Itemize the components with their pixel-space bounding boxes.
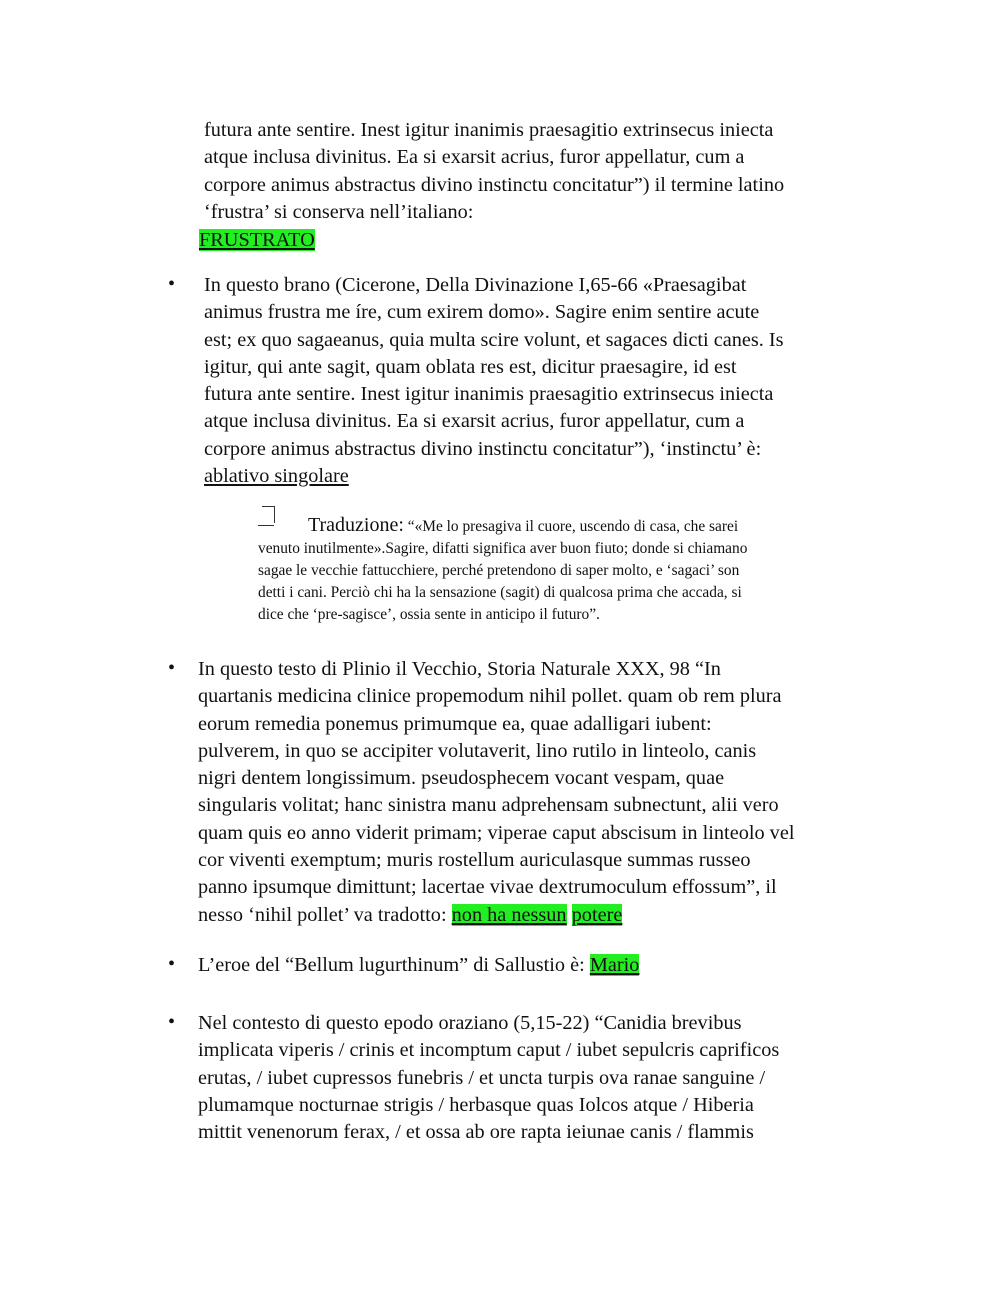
- answer-non-ha-nessun: non ha nessun: [451, 903, 567, 926]
- text-line: corpore animus abstractus divino instinctu concitatur”) il termine latino: [204, 173, 785, 196]
- bullet-icon: •: [168, 1011, 176, 1033]
- text-line: quam quis eo anno viderit primam; viperae caput abscisum in linteolo vel: [198, 821, 795, 844]
- text-line: erutas, / iubet cupressos funebris / et uncta turpis ova ranae sanguine /: [198, 1066, 766, 1089]
- text-line: singularis volitat; hanc sinistra manu adprehensam subnectunt, alii vero: [198, 794, 779, 817]
- answer-frustrato: FRUSTRATO: [199, 229, 315, 251]
- text-line: implicata viperis / crinis et incomptum caput / iubet sepulcris caprificos: [198, 1039, 780, 1062]
- item-plinio: [198, 656, 794, 929]
- answer-line: [199, 227, 315, 254]
- text-line: venuto inutilmente».Sagire, difatti significa aver buon fiuto; donde si chiamano: [258, 540, 748, 557]
- text-line: nesso ‘nihil pollet’ va tradotto:: [198, 903, 452, 926]
- text-line: sagae le vecchie fattucchiere, perché pretendono di saper molto, e ‘sagaci’ son: [258, 562, 740, 579]
- answer-mario: Mario: [589, 954, 640, 976]
- text-line: In questo testo di Plinio il Vecchio, Storia Naturale XXX, 98 “In: [198, 658, 721, 680]
- text-line: mittit venenorum ferax, / et ossa ab ore rapta ieiunae canis / flammis: [198, 1121, 754, 1144]
- text-line: “«Me lo presagiva il cuore, uscendo di casa, che sarei: [403, 518, 739, 535]
- item-sallustio: [198, 952, 639, 979]
- text-line: cor viventi exemptum; muris rostellum auriculasque summas russeo: [198, 849, 751, 872]
- text-line: pulverem, in quo se accipiter volutaverit, lino rutilo in linteolo, canis: [198, 739, 757, 762]
- text-line: In questo brano (Cicerone, Della Divinazione I,65-66 «Praesagibat: [204, 274, 747, 296]
- text-line: futura ante sentire. Inest igitur inanimis praesagitio extrinsecus iniecta: [204, 383, 774, 406]
- text-line: detti i cani. Perciò chi ha la sensazione (sagit) di qualcosa prima che accada, si: [258, 584, 742, 601]
- text-line: nigri dentem longissimum. pseudosphecem vocant vespam, quae: [198, 767, 725, 790]
- translation-label: Traduzione:: [308, 514, 404, 536]
- text-line: atque inclusa divinitus. Ea si exarsit acrius, furor appellatur, cum a: [204, 146, 745, 169]
- text-line: L’eroe del “Bellum lugurthinum” di Sallustio è:: [198, 954, 590, 976]
- item-orazio: [198, 1010, 779, 1146]
- text-line: igitur, qui ante sagit, quam oblata res est, dicitur praesagire, id est: [204, 355, 737, 378]
- text-line: panno ipsumque dimittunt; lacertae vivae dextrumoculum effossum”, il: [198, 876, 777, 899]
- answer-ablativo: ablativo singolare: [204, 465, 349, 488]
- bullet-icon: •: [168, 657, 176, 679]
- top-paragraph: [204, 117, 784, 226]
- answer-potere: potere: [571, 903, 623, 926]
- text-line: atque inclusa divinitus. Ea si exarsit acrius, furor appellatur, cum a: [204, 410, 745, 433]
- bullet-icon: •: [168, 273, 176, 295]
- text-line: animus frustra me íre, cum exirem domo». Sagire enim sentire acute: [204, 301, 760, 324]
- bullet-icon: •: [168, 953, 176, 975]
- text-line: corpore animus abstractus divino instinctu concitatur”), ‘instinctu’ è:: [204, 437, 762, 460]
- text-line: quartanis medicina clinice propemodum nihil pollet. quam ob rem plura: [198, 685, 782, 708]
- text-line: futura ante sentire. Inest igitur inanimis praesagitio extrinsecus iniecta: [204, 119, 774, 141]
- translation-text: [258, 514, 747, 626]
- text-line: ‘frustra’ si conserva nell’italiano:: [204, 200, 474, 223]
- text-line: eorum remedia ponemus primumque ea, quae adalligari iubent:: [198, 712, 712, 735]
- text-line: plumamque nocturnae strigis / herbasque quas Iolcos atque / Hiberia: [198, 1093, 754, 1116]
- text-line: Nel contesto di questo epodo oraziano (5,15-22) “Canidia brevibus: [198, 1012, 742, 1034]
- text-line: dice che ‘pre-sagisce’, ossia sente in anticipo il futuro”.: [258, 606, 600, 623]
- text-line: est; ex quo sagaeanus, quia multa scire volunt, et sagaces dicti canes. Is: [204, 328, 784, 351]
- item-instinctu: [204, 272, 784, 490]
